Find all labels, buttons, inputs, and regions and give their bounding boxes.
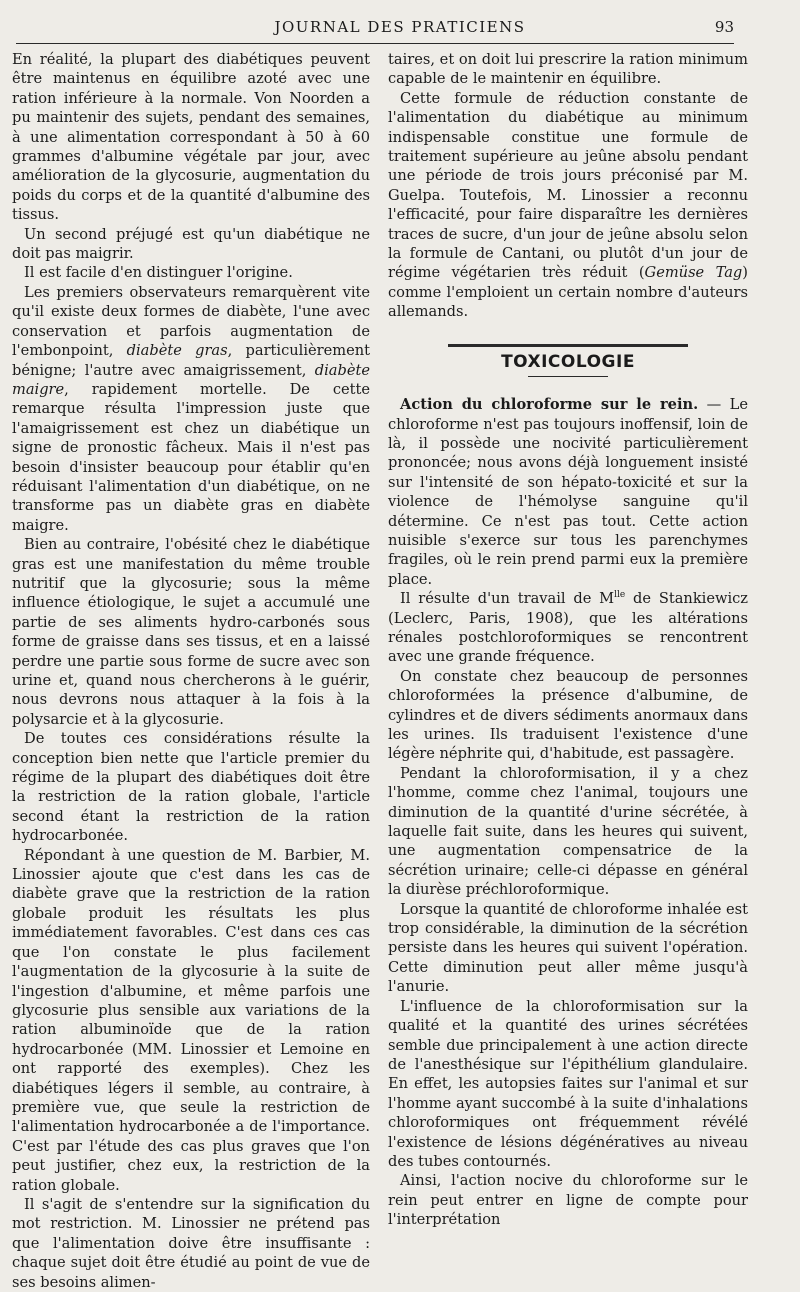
page-number: 93 (714, 18, 734, 36)
paragraph: On constate chez beaucoup de personnes chloroformées la présence d'albumine, de cylindres et de divers sédiments anormaux dans les urines. Ils traduisent l'existence d'une légère néphrite qui, d'habitude, est passagère. (388, 667, 748, 763)
italic-term: diabète maigre (12, 361, 370, 398)
paragraph: Bien au contraire, l'obésité chez le diabétique gras est une manifestation du même trouble nutritif que la glycosurie; sous la même influence étiologique, le sujet a accumulé une partie de ses aliments hydro-carbonés sous forme de graisse dans ses tissus, et en a laissé perdre une partie sous forme de sucre avec son urine et, quand nous chercherons à le guérir, nous devrons nous attaquer à la fois à la polysarcie et à la glycosurie. (12, 536, 370, 728)
paragraph: De toutes ces considérations résulte la conception bien nette que l'article premier du régime de la plupart des diabétiques doit être la restriction de la ration globale, l'article second étant la restriction de la ration hydrocarbonée. (12, 730, 370, 845)
paragraph (388, 89, 748, 322)
text-run: ) comme l'emploient un certain nombre d'auteurs allemands. (388, 264, 748, 321)
paragraph: L'influence de la chloroformisation sur la qualité et la quantité des urines sécrétées semble due principalement à une action directe de l'anesthésique sur l'épithélium glandulaire. En effet, les autopsies faites sur l'animal et sur l'homme ayant succombé à la suite d'inhalations chloroformiques ont fréquemment révélé l'existence de lésions dégénératives au niveau des tubes contournés. (388, 997, 748, 1170)
paragraph (388, 395, 748, 589)
page-header (0, 0, 800, 42)
text-run: — Le chloroforme n'est pas toujours inoffensif, loin de là, il possède une nocivité particulièrement prononcée; nous avons déjà longuement insisté sur l'intensité de son hépato-toxicité et sur la violence de l'hémolyse sanguine qu'il détermine. Ce n'est pas tout. Cette action nuisible s'exerce sur tous les parenchymes fragiles, où le rein prend parmi eux la première place. (388, 396, 749, 588)
left-column (12, 50, 370, 1291)
italic-term: Gemüse Tag (644, 264, 743, 282)
section-rule-bottom (528, 376, 608, 377)
paragraph: Lorsque la quantité de chloroforme inhalée est trop considérable, la diminution de la sécrétion persiste dans les heures qui suivent l'opération. Cette diminution peut aller même jusqu'à l'anurie. (388, 900, 748, 996)
text-run: Il résulte d'un travail de M (400, 590, 615, 608)
paragraph: Il s'agit de s'entendre sur la signification du mot restriction. M. Linossier ne prétend pas que l'alimentation doive être insuffisante : chaque sujet doit être étudié au point de vue de ses besoins alimen- (12, 1195, 370, 1291)
header-rule (16, 43, 734, 44)
paragraph: taires, et on doit lui prescrire la ration minimum capable de le maintenir en équilibre. (388, 51, 748, 88)
text-run: Les premiers observateurs remarquèrent vite qu'il existe deux formes de diabète, l'une avec conservation et parfois augmentation de l'embonpoint, (12, 283, 370, 360)
superscript: lle (614, 590, 626, 601)
section-title: TOXICOLOGIE (501, 351, 635, 372)
paragraph: Un second préjugé est qu'un diabétique ne doit pas maigrir. (12, 225, 370, 263)
section-rule-top (448, 344, 688, 347)
running-head: JOURNAL DES PRATICIENS (274, 18, 526, 36)
paragraph: En réalité, la plupart des diabétiques peuvent être maintenus en équilibre azoté avec une ration inférieure à la normale. Von Noorden a pu maintenir des sujets, pendant des semaines, à une alimentation correspondant à 50 à 60 grammes d'albumine végétale par jour, avec amélioration de la glycosurie, augmentation du poids du corps et de la quantité d'albumine des tissus. (12, 51, 370, 224)
text-run: de Stankiewicz (Leclerc, Paris, 1908), que les altérations rénales postchloroformiques se rencontrent avec une grande fréquence. (388, 590, 748, 666)
paragraph: Il est facile d'en distinguer l'origine. (24, 264, 293, 282)
paragraph (388, 589, 748, 667)
section-heading (388, 344, 748, 377)
paragraph: Ainsi, l'action nocive du chloroforme sur le rein peut entrer en ligne de compte pour l'interprétation (388, 1172, 748, 1229)
text-run: , particulièrement bénigne; l'autre avec amaigrissement, (12, 342, 370, 379)
right-column (388, 50, 749, 1229)
paragraph: Répondant à une question de M. Barbier, M. Linossier ajoute que c'est dans les cas de diabète grave que la restriction de la ration globale produit les résultats les plus immédiatement favorables. C'est dans ces cas que l'on constate le plus facilement l'augmentation de la glycosurie à la suite de l'ingestion d'albumine, et même parfois une glycosurie plus sensible aux variations de la ration albuminoïde que de la ration hydrocarbonée (MM. Linossier et Lemoine en ont rapporté des exemples). Chez les diabétiques légers il semble, au contraire, à première vue, que seule la restriction de l'alimentation hydrocarbonée a de l'importance. C'est par l'étude des cas plus graves que l'on peut justifier, chez eux, la restriction de la ration globale. (12, 846, 370, 1194)
italic-term: diabète gras (126, 342, 228, 360)
paragraph (12, 283, 370, 535)
text-run: , rapidement mortelle. De cette remarque résulta l'impression juste que l'amaigrissement est chez un diabétique un signe de pronostic fâcheux. Mais il n'est pas besoin d'insister beaucoup pour établir qu'en réduisant l'alimentation d'un diabétique, on ne transforme pas un diabète gras en diabète maigre. (12, 380, 370, 534)
paragraph: Pendant la chloroformisation, il y a chez l'homme, comme chez l'animal, toujours une diminution de la quantité d'urine sécrétée, à laquelle fait suite, dans les heures qui suivent, une augmentation compensatrice de la sécrétion urinaire; celle-ci dépasse en général la diurèse préchloroformique. (388, 764, 748, 899)
article-title: Action du chloroforme sur le rein. (400, 396, 699, 414)
text-run: Cette formule de réduction constante de l'alimentation du diabétique au minimum indispensable constitue une formule de traitement supérieure au jeûne absolu pendant une période de trois jours préconisé par M. Guelpa. Toutefois, M. Linossier a reconnu l'efficacité, pour faire disparaître les dernières traces de sucre, d'un jour de jeûne absolu selon la formule de Cantani, ou plutôt d'un jour de régime végétarien très réduit ( (388, 89, 748, 282)
